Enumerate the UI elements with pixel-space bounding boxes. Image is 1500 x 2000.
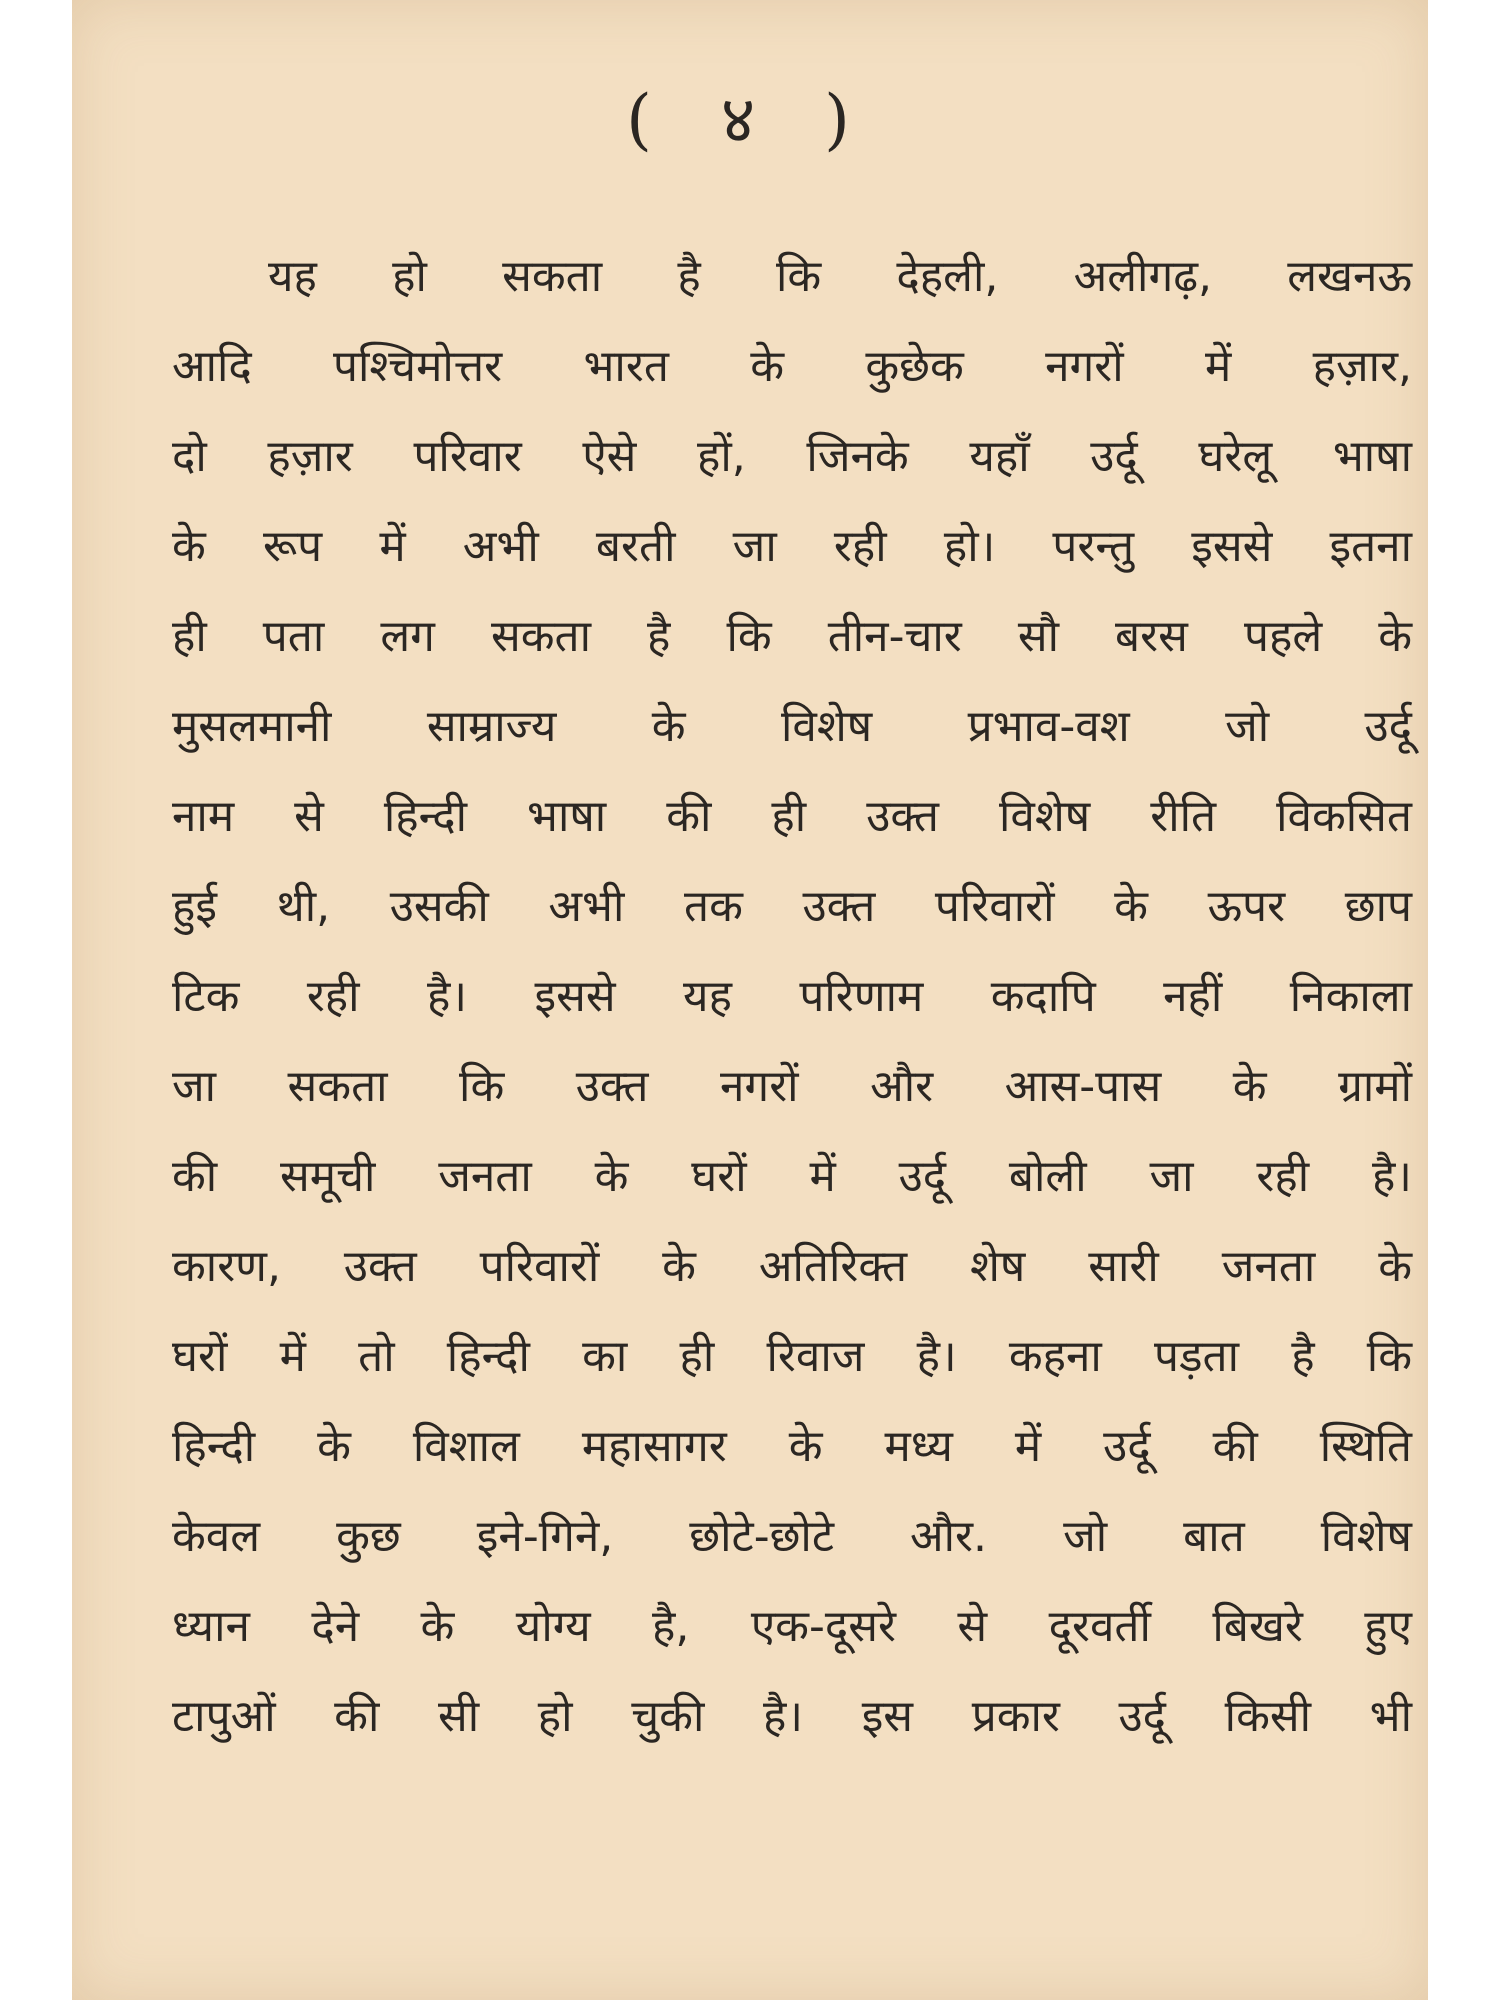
text-line-13: घरों में तो हिन्दी का ही रिवाज है। कहना पड़ता है कि — [172, 1331, 1412, 1382]
text-line-16: ध्यान देने के योग्य है, एक-दूसरे से दूरवर्ती बिखरे हुए — [172, 1601, 1412, 1652]
paper-sheet — [72, 0, 1428, 2000]
text-line-10: जा सकता कि उक्त नगरों और आस-पास के ग्रामों — [172, 1061, 1412, 1112]
text-line-14: हिन्दी के विशाल महासागर के मध्य में उर्दू की स्थिति — [172, 1421, 1412, 1472]
text-line-11: की समूची जनता के घरों में उर्दू बोली जा रही है। — [172, 1151, 1412, 1202]
text-line-2: आदि पश्चिमोत्तर भारत के कुछेक नगरों में हज़ार, — [172, 341, 1412, 392]
text-line-1: यह हो सकता है कि देहली, अलीगढ़, लखनऊ — [268, 251, 1412, 302]
text-line-4: के रूप में अभी बरती जा रही हो। परन्तु इससे इतना — [172, 521, 1412, 572]
text-line-5: ही पता लग सकता है कि तीन-चार सौ बरस पहले के — [172, 611, 1412, 662]
text-line-7: नाम से हिन्दी भाषा की ही उक्त विशेष रीति विकसित — [172, 791, 1412, 842]
text-line-17: टापुओं की सी हो चुकी है। इस प्रकार उर्दू किसी भी — [172, 1691, 1412, 1742]
page-number: ( ४ ) — [626, 81, 874, 158]
body-text — [172, 232, 1412, 1762]
text-line-6: मुसलमानी साम्राज्य के विशेष प्रभाव-वश जो उर्दू — [172, 701, 1412, 752]
text-line-3: दो हज़ार परिवार ऐसे हों, जिनके यहाँ उर्दू घरेलू भाषा — [172, 431, 1412, 482]
text-line-15: केवल कुछ इने-गिने, छोटे-छोटे और. जो बात विशेष — [172, 1511, 1412, 1562]
text-line-8: हुई थी, उसकी अभी तक उक्त परिवारों के ऊपर छाप — [172, 881, 1412, 932]
text-line-9: टिक रही है। इससे यह परिणाम कदापि नहीं निकाला — [172, 971, 1413, 1022]
text-line-12: कारण, उक्त परिवारों के अतिरिक्त शेष सारी जनता के — [172, 1241, 1412, 1292]
